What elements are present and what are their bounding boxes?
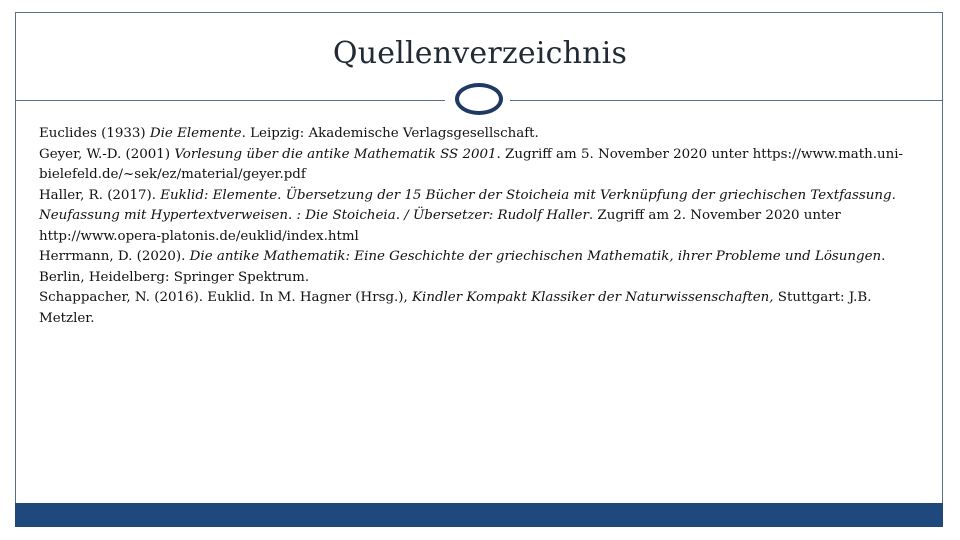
reference-item bbox=[39, 124, 929, 145]
footer-bar bbox=[15, 503, 943, 527]
reference-title: Euklid: Elemente. Übersetzung der 15 Bücher der Stoicheia mit Verknüpfung der griechischen Textfassung. Neufassung mit Hypertextverweisen. : Die Stoicheia. / Übersetzer: Rudolf Haller bbox=[39, 187, 896, 223]
title-divider-stub bbox=[510, 100, 530, 101]
reference-text: . Leipzig: Akademische Verlagsgesellschaft. bbox=[241, 126, 539, 141]
reference-text: Euclides (1933) bbox=[39, 126, 150, 141]
reference-item bbox=[39, 186, 929, 248]
reference-title: Vorlesung über die antike Mathematik SS 2001 bbox=[174, 146, 497, 162]
title-divider-right bbox=[530, 100, 943, 101]
reference-item bbox=[39, 247, 929, 288]
slide-title: Quellenverzeichnis bbox=[332, 36, 628, 71]
title-divider-left bbox=[15, 100, 445, 101]
reference-item bbox=[39, 288, 929, 329]
reference-title: Kindler Kompakt Klassiker der Naturwissenschaften, bbox=[412, 290, 774, 305]
reference-title: Die Elemente bbox=[149, 126, 242, 141]
reference-text: . Zugriff am 5. November 2020 unter https://www.math.uni-bielefeld.de/~sek/ez/material/geyer.pdf bbox=[39, 146, 904, 182]
reference-text: Herrmann, D. (2020). bbox=[39, 249, 190, 264]
reference-list bbox=[39, 124, 929, 329]
reference-item bbox=[39, 145, 929, 186]
reference-text: . Berlin, Heidelberg: Springer Spektrum. bbox=[39, 249, 886, 285]
reference-text: Schappacher, N. (2016). Euklid. In M. Hagner (Hrsg.), bbox=[39, 290, 413, 305]
reference-text: Haller, R. (2017). bbox=[39, 187, 161, 203]
reference-text: Geyer, W.-D. (2001) bbox=[39, 146, 175, 162]
reference-title: Die antike Mathematik: Eine Geschichte der griechischen Mathematik, ihrer Probleme und Lösungen bbox=[189, 249, 882, 264]
reference-text: Stuttgart: J.B. Metzler. bbox=[39, 290, 872, 326]
reference-text: . Zugriff am 2. November 2020 unter http://www.opera-platonis.de/euklid/index.html bbox=[39, 208, 841, 244]
decorative-ring-icon bbox=[455, 83, 503, 115]
